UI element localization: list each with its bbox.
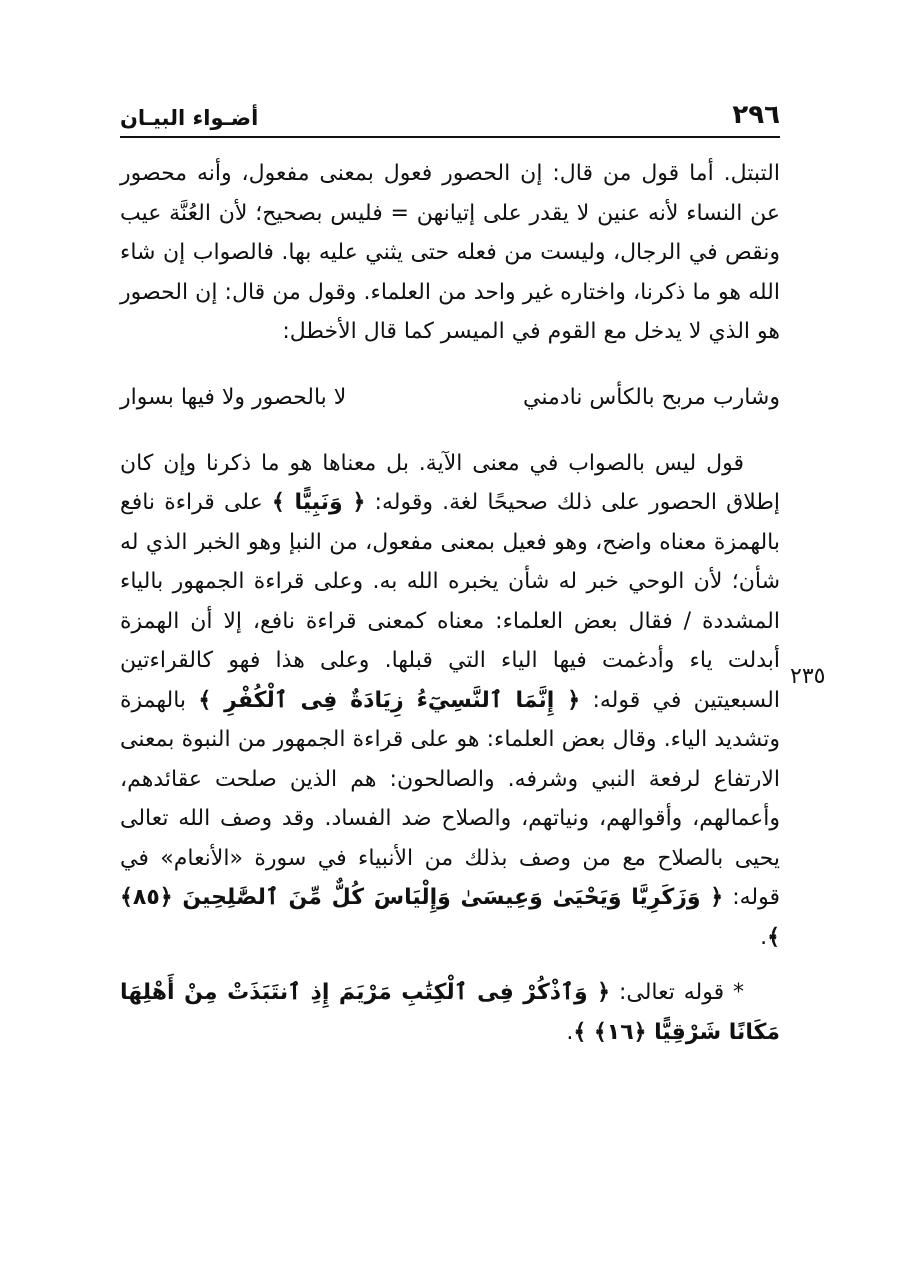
quran-quote-3: ﴿ وَزَكَرِيَّا وَيَحْيَىٰ وَعِيسَىٰ وَإِلْيَاسَ كُلٌّ مِّنَ ٱلصَّٰلِحِينَ ﴿٨٥﴾ ﴾	[120, 885, 780, 950]
book-page	[120, 100, 780, 1052]
paragraph-3-text-2: .	[566, 1019, 574, 1045]
paragraph-2	[120, 444, 780, 958]
poetry-verse	[120, 378, 780, 418]
verse-hemistich-1: وشارب مربح بالكأس نادمني	[523, 384, 780, 410]
paragraph-1: التبتل. أما قول من قال: إن الحصور فعول بمعنى مفعول، وأنه محصور عن النساء لأنه عنين لا يقدر على إتيانهن = فليس بصحيح؛ لأن العُنَّة عيب ونقص في الرجال، وليست من فعله حتى يثني عليه بها. فالصواب إن شاء الله هو ما ذكرنا، واختاره غير واحد من العلماء. وقول من قال: إن الحصور هو الذي لا يدخل مع القوم في الميسر كما قال الأخطل:	[120, 161, 780, 344]
verse-hemistich-2: لا بالحصور ولا فيها بسوار	[120, 384, 347, 410]
paragraph-2-text-3: بالهمزة وتشديد الياء. وقال بعض العلماء: هو على قراءة الجمهور من النبوة بمعنى الارتفاع لرفعة النبي وشرفه. والصالحون: هم الذين صلحت عقائدهم، وأعمالهم، وأقوالهم، ونياتهم، والصلاح ضد الفساد. وقد وصف الله تعالى يحيى بالصلاح مع من وصف بذلك من الأنبياء في سورة «الأنعام» في قوله:	[120, 687, 780, 910]
paragraph-3	[120, 973, 780, 1052]
quran-quote-4: ﴿ وَٱذْكُرْ فِى ٱلْكِتَٰبِ مَرْيَمَ إِذِ ٱنتَبَذَتْ مِنْ أَهْلِهَا مَكَانًا شَرْقِيًّا ﴿١٦﴾ ﴾	[120, 980, 780, 1045]
body-text	[120, 154, 780, 1052]
margin-page-reference: ٢٣٥	[790, 664, 826, 689]
paragraph-2-text-4: .	[760, 924, 768, 950]
page-header	[120, 100, 780, 138]
quran-quote-1: ﴿ وَنَبِيًّا ﴾	[271, 490, 366, 515]
paragraph-2-text-2: على قراءة نافع بالهمزة معناه واضح، وهو فعيل بمعنى مفعول، من النبإ وهو الخبر الذي له شأن؛ لأن الوحي خبر له شأن يخبره الله به. وعلى قراءة الجمهور بالياء المشددة / فقال بعض العلماء: معناه كمعنى قراءة نافع، إلا أن الهمزة أبدلت ياء وأدغمت فيها الياء التي قبلها. وعلى هذا فهو كالقراءتين السبعيتين في قوله:	[120, 490, 780, 713]
paragraph-2-text-1: قول ليس بالصواب في معنى الآية. بل معناها هو ما ذكرنا وإن كان إطلاق الحصور على ذلك صحيحًا لغة. وقوله:	[120, 450, 780, 515]
quran-quote-2: ﴿ إِنَّمَا ٱلنَّسِيٓءُ زِيَادَةٌ فِى ٱلْكُفْرِ ﴾	[198, 687, 581, 713]
book-title: أضـواء البيـان	[120, 106, 259, 130]
page-number: ٢٩٦	[732, 100, 780, 130]
paragraph-3-text-1: * قوله تعالى:	[610, 980, 744, 1005]
